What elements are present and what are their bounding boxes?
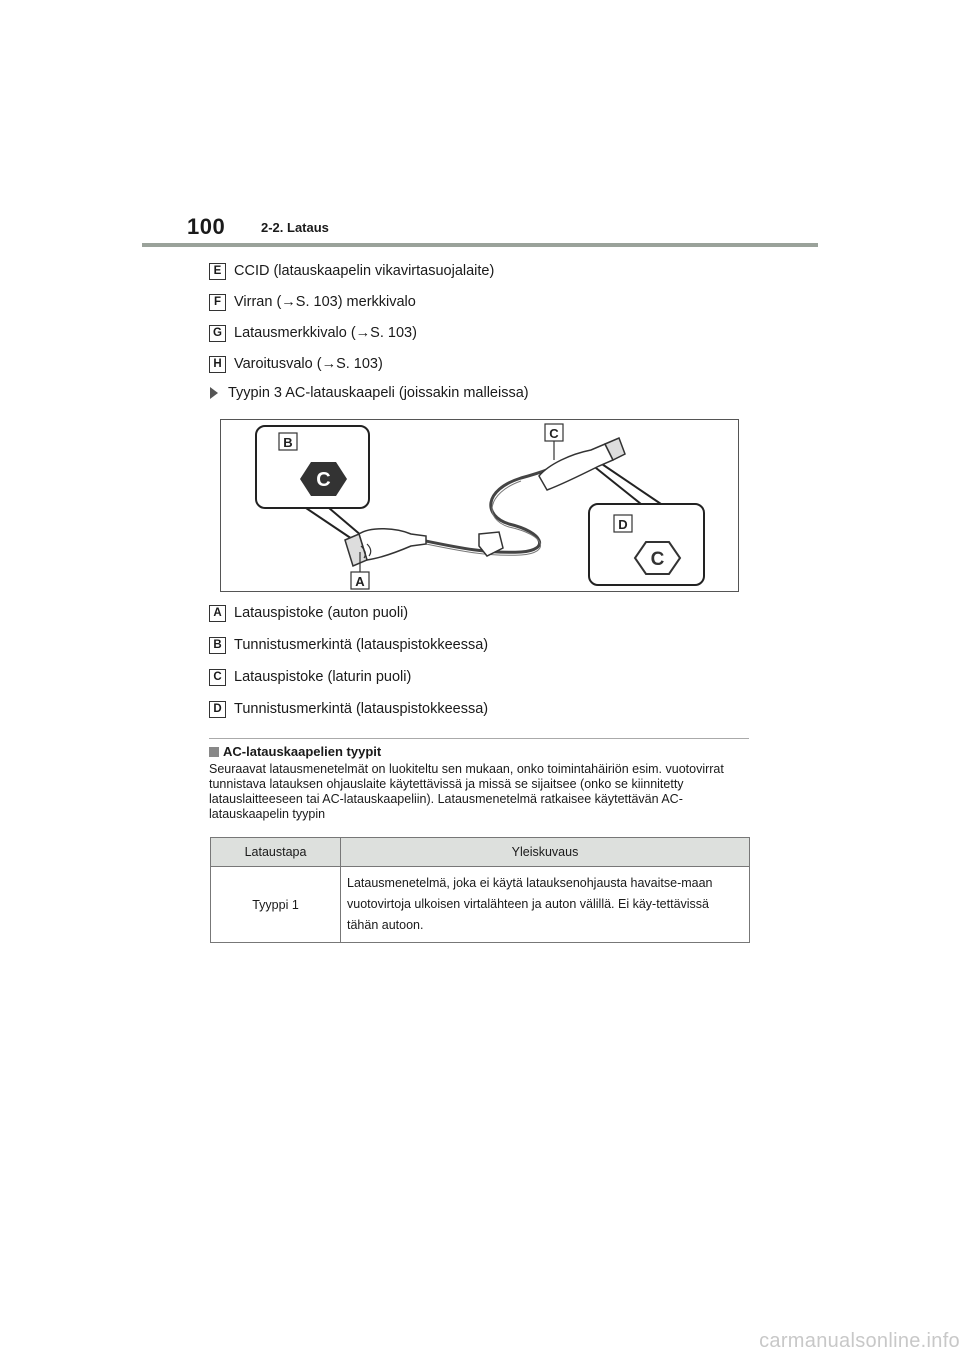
section-heading-text: AC-latauskaapelien tyypit xyxy=(223,744,382,759)
legend-item-c xyxy=(209,667,411,687)
type3-cable-heading xyxy=(210,385,529,401)
marker-letter-left: C xyxy=(316,469,331,491)
legend-item-h xyxy=(209,354,383,374)
charging-cable-figure xyxy=(220,419,739,592)
legend-item-f xyxy=(209,292,416,312)
table-cell-type: Tyyppi 1 xyxy=(211,867,341,943)
charging-type-table xyxy=(210,837,750,943)
legend-item-b xyxy=(209,635,488,655)
legend-text: Latauspistoke (laturin puoli) xyxy=(234,669,412,685)
callout-d: D xyxy=(618,517,628,532)
callout-b: B xyxy=(283,435,293,450)
letter-box: E xyxy=(209,263,226,280)
legend-item-d xyxy=(209,699,488,719)
legend-text: Varoitusvalo (→S. 103) xyxy=(234,356,383,372)
legend-text: Tunnistusmerkintä (latauspistokkeessa) xyxy=(234,701,489,717)
legend-text: Latauspistoke (auton puoli) xyxy=(234,605,409,621)
cable-highlight xyxy=(411,481,541,555)
page-number: 100 xyxy=(187,214,226,239)
table-cell-description: Latausmenetelmä, joka ei käytä latauksenohjausta havaitse-maan vuotovirtoja ulkoisen virtalähteen ja auton välillä. Ei käy-tettävissä tähän autoon. xyxy=(341,867,750,943)
triangle-bullet-icon xyxy=(210,387,218,399)
watermark: carmanualsonline.info xyxy=(759,1330,960,1352)
section-heading xyxy=(209,744,381,759)
type3-cable-heading-text: Tyypin 3 AC-latauskaapeli (joissakin malleissa) xyxy=(228,385,529,401)
legend-text: Virran (→S. 103) merkkivalo xyxy=(234,294,416,310)
callout-a: A xyxy=(355,574,365,589)
square-bullet-icon xyxy=(209,747,219,757)
charging-cable-illustration xyxy=(221,420,740,593)
legend-text: Latausmerkkivalo (→S. 103) xyxy=(234,325,417,341)
letter-box: C xyxy=(209,669,226,686)
letter-box: G xyxy=(209,325,226,342)
legend-text: CCID (latauskaapelin vikavirtasuojalaite) xyxy=(234,263,495,279)
table-row xyxy=(211,867,750,943)
letter-box: A xyxy=(209,605,226,622)
charger-side-plug xyxy=(539,444,613,490)
legend-item-e xyxy=(209,261,494,281)
table-header-lataustapa: Lataustapa xyxy=(211,838,341,867)
legend-item-a xyxy=(209,603,408,623)
marker-letter-right: C xyxy=(650,549,665,570)
section-divider xyxy=(209,738,749,739)
letter-box: H xyxy=(209,356,226,373)
section-title: 2-2. Lataus xyxy=(261,220,329,235)
table-header-row xyxy=(211,838,750,867)
legend-item-g xyxy=(209,323,417,343)
callout-c: C xyxy=(549,426,559,441)
letter-box: B xyxy=(209,637,226,654)
section-paragraph: Seuraavat latausmenetelmät on luokiteltu sen mukaan, onko toimintahäiriön esim. vuotovirrat tunnistava latauksen ohjauslaite käytettävissä ja missä se sijaitsee (onko se kiinnitetty latauslaitteeseen tai AC-latauskaapeliin). Latausmenetelmä ratkaisee käytettävän AC-latauskaapelin tyypin xyxy=(209,762,724,821)
letter-box: F xyxy=(209,294,226,311)
header-rule xyxy=(142,243,818,247)
legend-text: Tunnistusmerkintä (latauspistokkeessa) xyxy=(234,637,489,653)
letter-box: D xyxy=(209,701,226,718)
table-header-yleiskuvaus: Yleiskuvaus xyxy=(341,838,750,867)
